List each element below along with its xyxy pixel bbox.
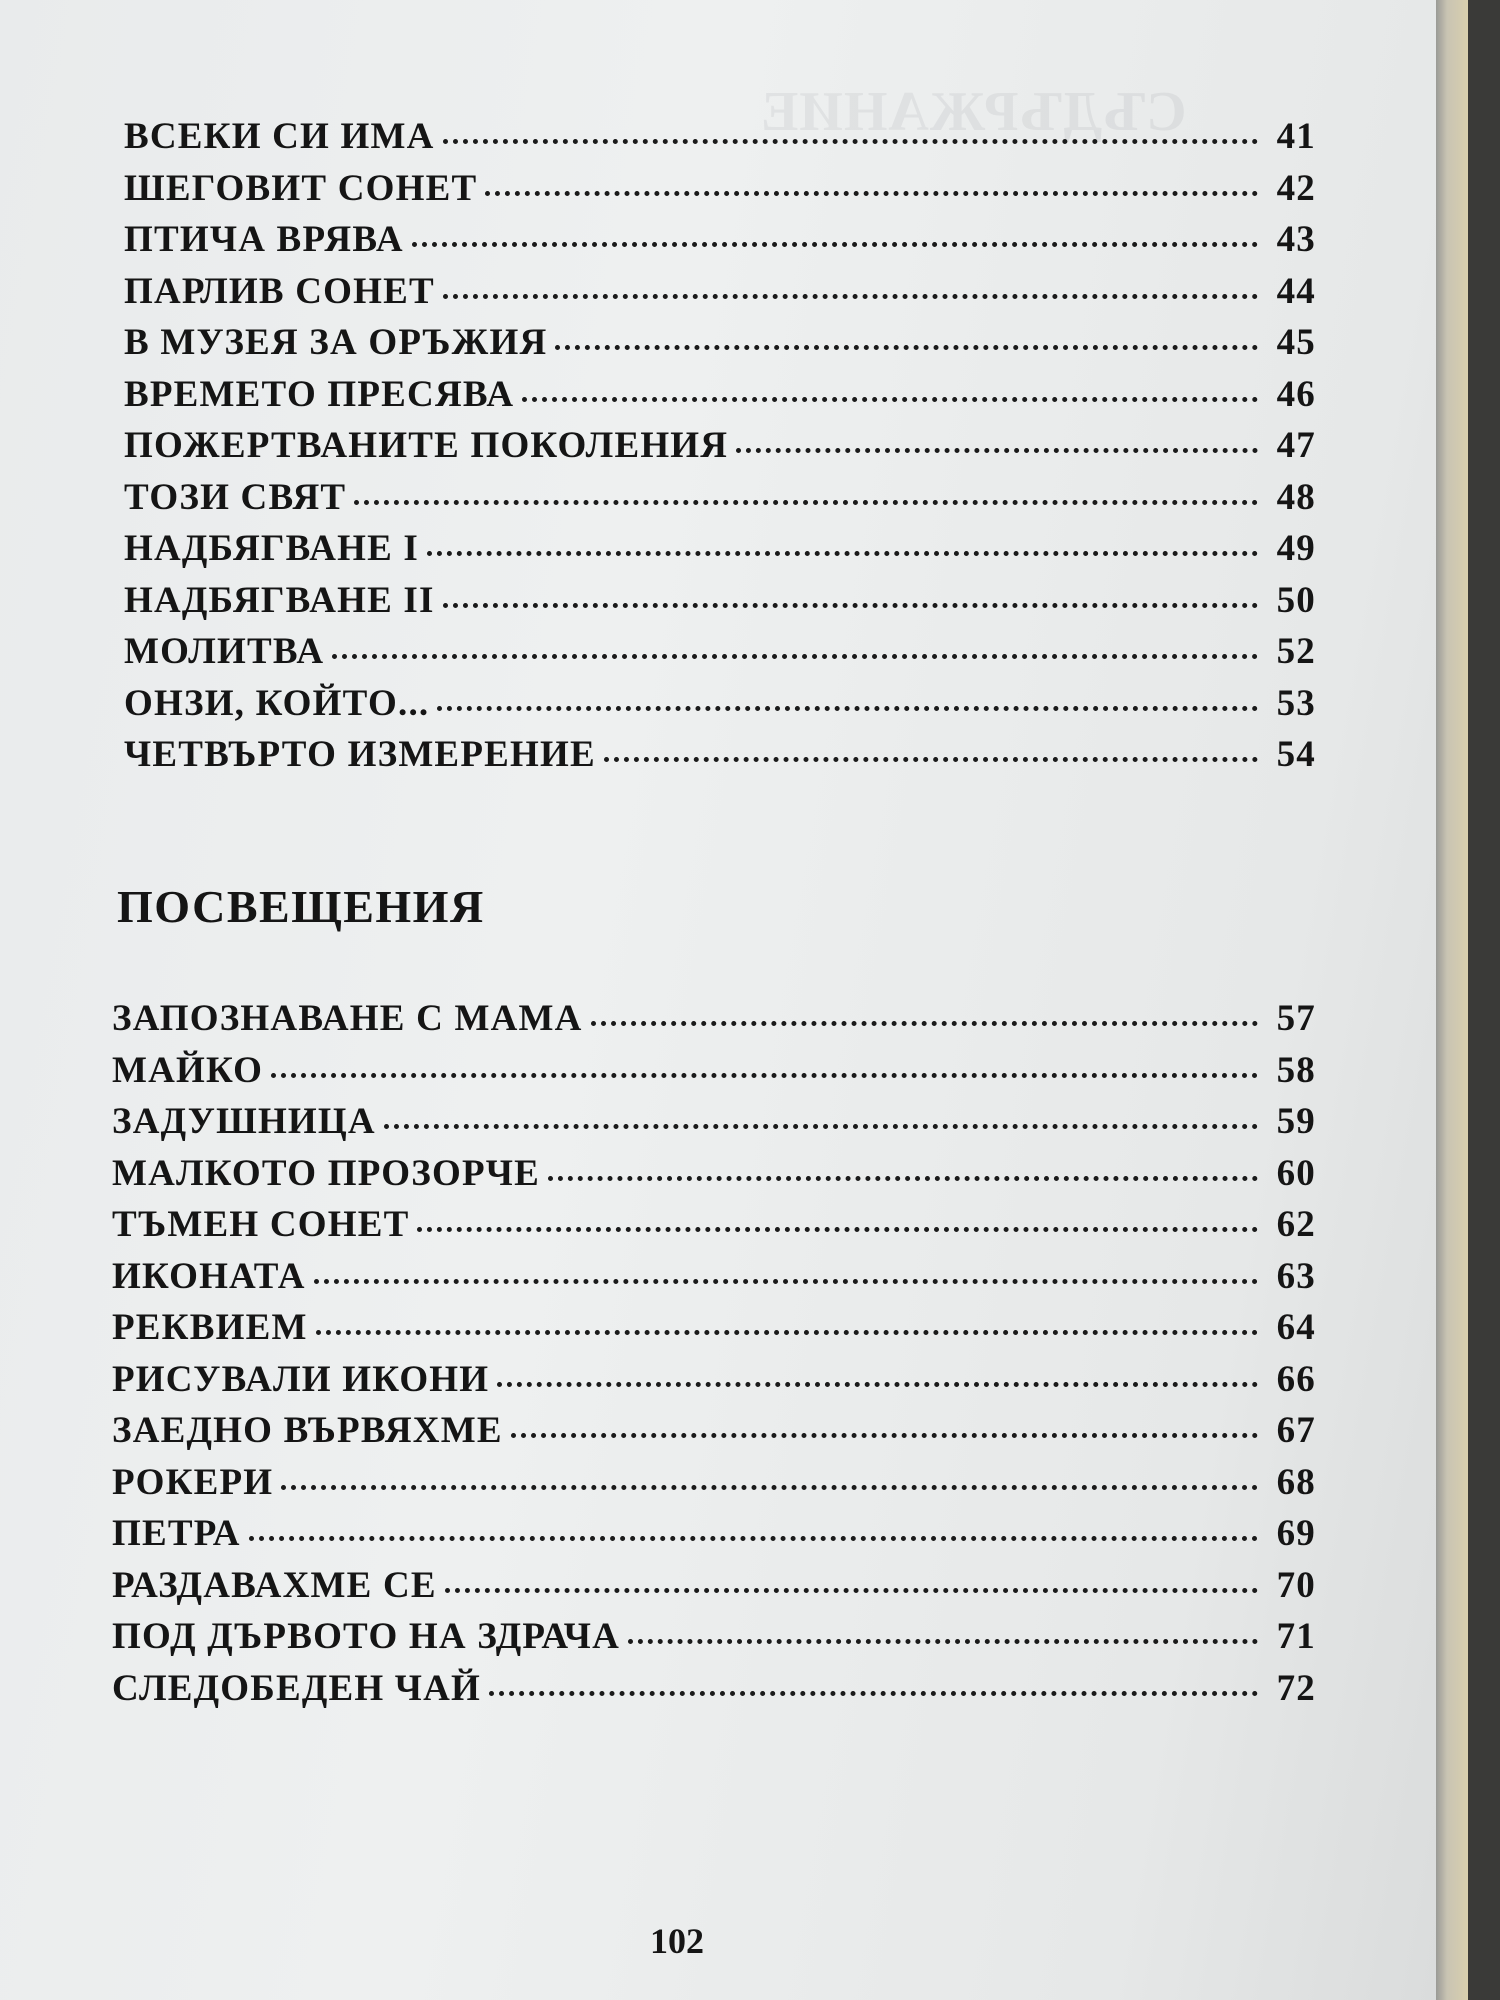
entry-title: РАЗДАВАХМЕ СЕ xyxy=(112,1564,437,1606)
dot-leader xyxy=(555,345,1258,350)
dot-leader xyxy=(489,1691,1258,1696)
entry-title: РОКЕРИ xyxy=(112,1461,274,1503)
toc-entry xyxy=(112,1409,1316,1461)
entry-page-number: 71 xyxy=(1276,1616,1316,1657)
dot-leader xyxy=(485,191,1258,196)
toc-entry xyxy=(112,1203,1316,1255)
dot-leader xyxy=(445,1588,1258,1593)
toc-entry xyxy=(124,115,1316,167)
dot-leader xyxy=(427,551,1258,556)
entry-title: ПОЖЕРТВАНИТЕ ПОКОЛЕНИЯ xyxy=(124,425,729,466)
entry-title: РИСУВАЛИ ИКОНИ xyxy=(112,1358,490,1400)
entry-title: НАДБЯГВАНЕ II xyxy=(124,579,435,621)
entry-title: ЧЕТВЪРТО ИЗМЕРЕНИЕ xyxy=(124,734,596,775)
dot-leader xyxy=(354,500,1258,505)
dot-leader xyxy=(591,1021,1258,1026)
entry-title: СЛЕДОБЕДЕН ЧАЙ xyxy=(112,1667,482,1709)
toc-entry xyxy=(112,1152,1316,1204)
dot-leader xyxy=(281,1485,1258,1490)
entry-title: ПАРЛИВ СОНЕТ xyxy=(124,270,435,312)
toc-entry xyxy=(112,997,1316,1049)
dot-leader xyxy=(736,448,1258,453)
entry-title: ТОЗИ СВЯТ xyxy=(124,476,347,518)
entry-title: ПОД ДЪРВОТО НА ЗДРАЧА xyxy=(112,1616,620,1657)
dot-leader xyxy=(249,1536,1258,1541)
entry-page-number: 42 xyxy=(1276,167,1316,209)
toc-entry xyxy=(112,1564,1316,1616)
entry-title: В МУЗЕЯ ЗА ОРЪЖИЯ xyxy=(124,322,548,363)
toc-entry xyxy=(112,1255,1316,1307)
dot-leader xyxy=(511,1433,1258,1438)
entry-page-number: 60 xyxy=(1276,1152,1316,1194)
entry-title: ЗАДУШНИЦА xyxy=(112,1101,376,1142)
toc-entry xyxy=(124,424,1316,476)
entry-page-number: 54 xyxy=(1276,734,1316,775)
entry-title: ШЕГОВИТ СОНЕТ xyxy=(124,167,478,209)
entry-page-number: 48 xyxy=(1276,476,1316,518)
toc-entry xyxy=(124,682,1316,734)
dot-leader xyxy=(443,139,1258,144)
toc-entry xyxy=(124,476,1316,528)
toc-entry xyxy=(124,579,1316,631)
entry-page-number: 46 xyxy=(1276,373,1316,415)
entry-page-number: 63 xyxy=(1276,1255,1316,1297)
entry-page-number: 52 xyxy=(1276,631,1316,672)
entry-page-number: 43 xyxy=(1276,219,1316,260)
entry-title: ЗАЕДНО ВЪРВЯХМЕ xyxy=(112,1410,503,1451)
dot-leader xyxy=(314,1279,1258,1284)
section-heading: ПОСВЕЩЕНИЯ xyxy=(117,881,485,932)
entry-title: ПЕТРА xyxy=(112,1513,241,1554)
entry-page-number: 70 xyxy=(1276,1564,1316,1606)
entry-title: ТЪМЕН СОНЕТ xyxy=(112,1204,410,1245)
bleed-through-text: СЪДЪРЖАНИЕ xyxy=(760,81,1187,143)
toc-entry xyxy=(124,270,1316,322)
dot-leader xyxy=(437,706,1258,711)
dot-leader xyxy=(384,1124,1258,1129)
toc-entry xyxy=(112,1306,1316,1358)
dot-leader xyxy=(497,1382,1258,1387)
toc-entry xyxy=(112,1049,1316,1101)
toc-entry xyxy=(112,1512,1316,1564)
entry-title: ЗАПОЗНАВАНЕ С МАМА xyxy=(112,998,583,1039)
entry-title: МАЙКО xyxy=(112,1049,264,1091)
dot-leader xyxy=(443,294,1258,299)
entry-title: ВСЕКИ СИ ИМА xyxy=(124,116,435,157)
entry-page-number: 49 xyxy=(1276,528,1316,569)
toc-section-list xyxy=(112,997,1316,1718)
entry-page-number: 47 xyxy=(1276,425,1316,466)
entry-page-number: 68 xyxy=(1276,1461,1316,1503)
toc-entry xyxy=(124,630,1316,682)
book-gutter xyxy=(1436,0,1468,2000)
toc-entry xyxy=(124,373,1316,425)
toc-entry xyxy=(112,1358,1316,1410)
toc-entry xyxy=(112,1667,1316,1719)
dot-leader xyxy=(548,1176,1258,1181)
entry-page-number: 50 xyxy=(1276,579,1316,621)
entry-title: ВРЕМЕТО ПРЕСЯВА xyxy=(124,373,515,415)
toc-entry xyxy=(112,1615,1316,1667)
dot-leader xyxy=(604,757,1258,762)
entry-page-number: 58 xyxy=(1276,1049,1316,1091)
dot-leader xyxy=(417,1227,1258,1232)
dot-leader xyxy=(412,242,1258,247)
entry-page-number: 62 xyxy=(1276,1204,1316,1245)
dot-leader xyxy=(271,1073,1258,1078)
entry-page-number: 64 xyxy=(1276,1307,1316,1348)
entry-title: МАЛКОТО ПРОЗОРЧЕ xyxy=(112,1152,541,1194)
dot-leader xyxy=(628,1639,1258,1644)
toc-entry xyxy=(112,1100,1316,1152)
toc-entry xyxy=(124,321,1316,373)
entry-page-number: 41 xyxy=(1276,116,1316,157)
entry-page-number: 69 xyxy=(1276,1513,1316,1554)
entry-title: ПТИЧА ВРЯВА xyxy=(124,219,404,260)
dot-leader xyxy=(316,1330,1258,1335)
toc-entry xyxy=(124,733,1316,785)
entry-page-number: 53 xyxy=(1276,682,1316,724)
toc-entry xyxy=(124,527,1316,579)
entry-page-number: 66 xyxy=(1276,1358,1316,1400)
entry-page-number: 45 xyxy=(1276,322,1316,363)
entry-page-number: 59 xyxy=(1276,1101,1316,1142)
entry-page-number: 72 xyxy=(1276,1667,1316,1709)
entry-title: НАДБЯГВАНЕ I xyxy=(124,528,420,569)
toc-entry xyxy=(124,167,1316,219)
dot-leader xyxy=(522,397,1258,402)
toc-continued-list xyxy=(124,115,1316,785)
entry-title: ИКОНАТА xyxy=(112,1255,306,1297)
entry-title: МОЛИТВА xyxy=(124,631,325,672)
dot-leader xyxy=(332,654,1258,659)
dot-leader xyxy=(443,603,1258,608)
page-number: 102 xyxy=(650,1921,704,1961)
toc-entry xyxy=(124,218,1316,270)
entry-page-number: 44 xyxy=(1276,270,1316,312)
entry-title: РЕКВИЕМ xyxy=(112,1307,308,1348)
entry-title: ОНЗИ, КОЙТО... xyxy=(124,682,430,724)
toc-entry xyxy=(112,1461,1316,1513)
entry-page-number: 67 xyxy=(1276,1410,1316,1451)
entry-page-number: 57 xyxy=(1276,998,1316,1039)
